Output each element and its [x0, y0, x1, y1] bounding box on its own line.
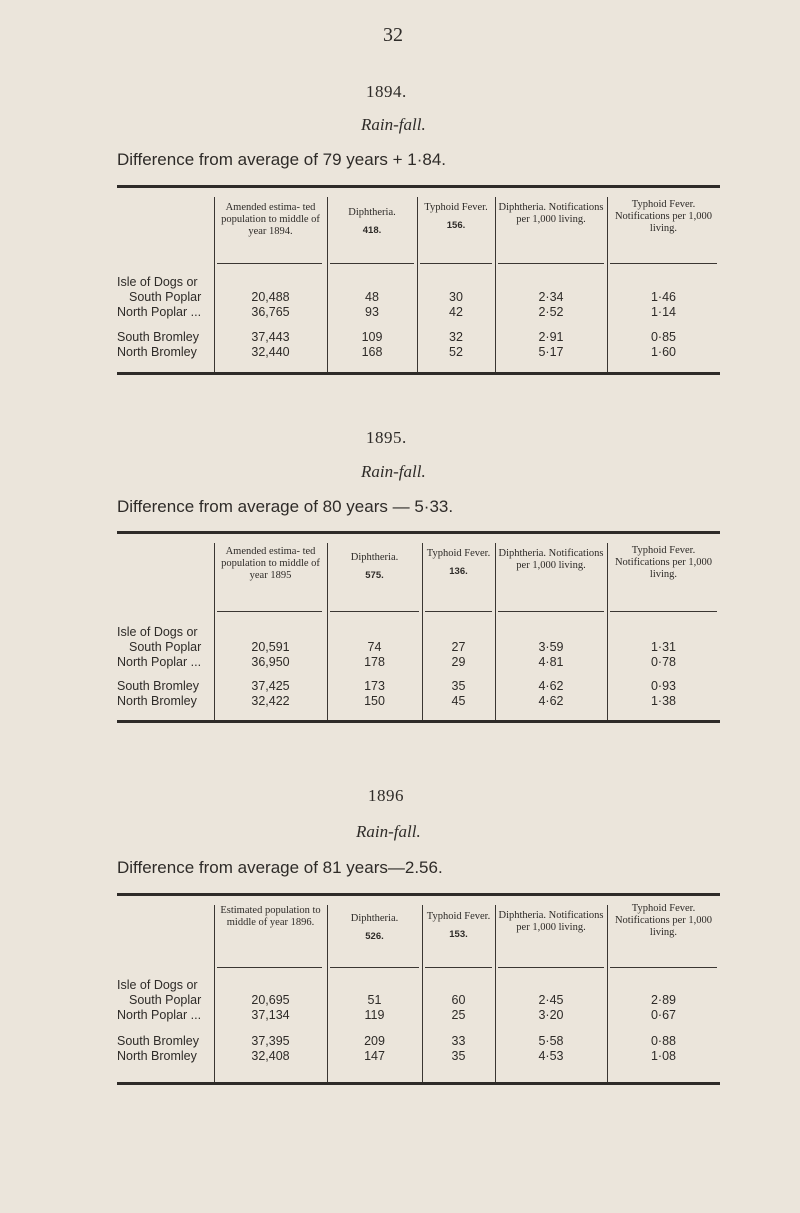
header-underline	[217, 263, 322, 264]
column-header-population: Amended estima- ted population to middle of year 1895	[221, 546, 320, 581]
header-underline	[610, 263, 717, 264]
header-count: 575.	[365, 570, 384, 581]
table-cell: 32,440	[251, 345, 290, 359]
rainfall-difference: Difference from average of 79 years + 1·84.	[117, 150, 447, 169]
column-header-diphtheria-rate: Diphtheria. Notifications per 1,000 living.	[498, 548, 604, 571]
statistics-table	[117, 185, 720, 375]
header-count: 418.	[362, 225, 382, 236]
table-cell: 93	[365, 305, 379, 319]
table-cell: 5·58	[538, 1034, 564, 1048]
table-bottom-rule	[117, 720, 720, 723]
table-cell: 37,443	[251, 330, 290, 344]
rainfall-difference: Difference from average of 80 years — 5·33.	[117, 497, 454, 516]
table-cell: 51	[367, 993, 382, 1007]
table-cell: 29	[451, 655, 466, 669]
table-cell: 2·45	[538, 993, 564, 1007]
section-year: 1896	[368, 786, 404, 805]
table-cell: 42	[449, 305, 463, 319]
header-underline	[420, 263, 492, 264]
table-cell: 60	[451, 993, 466, 1007]
table-cell: 1·60	[650, 345, 677, 359]
table-cell: 5·17	[538, 345, 564, 359]
header-underline	[498, 611, 604, 612]
table-cell: 209	[364, 1034, 385, 1048]
row-label: South Poplar	[129, 640, 202, 654]
table-cell: 0·78	[650, 655, 677, 669]
table-cell: 1·14	[650, 305, 677, 319]
rainfall-title: Rain-fall.	[356, 822, 421, 841]
table-cell: 4·62	[538, 694, 564, 708]
table-cell: 33	[451, 1034, 466, 1048]
column-header-diphtheria-rate: Diphtheria. Notifications per 1,000 living.	[498, 202, 604, 225]
header-count: 153.	[449, 929, 468, 940]
page-number: 32	[383, 24, 403, 46]
column-header-population: Estimated population to middle of year 1896.	[220, 905, 321, 928]
header-count: 136.	[449, 566, 468, 577]
row-label: South Bromley	[117, 679, 199, 693]
column-header-population: Amended estima- ted population to middle of year 1894.	[221, 202, 320, 237]
header-underline	[425, 611, 492, 612]
row-label: North Bromley	[117, 345, 197, 359]
table-cell: 2·52	[538, 305, 564, 319]
table-cell: 35	[451, 1049, 466, 1063]
table-bottom-rule	[117, 372, 720, 375]
header-underline	[330, 967, 419, 968]
row-label: North Poplar ...	[117, 1008, 202, 1022]
table-cell: 1·08	[650, 1049, 677, 1063]
row-label: South Poplar	[129, 993, 202, 1007]
table-cell: 36,765	[251, 305, 290, 319]
table-cell: 30	[449, 290, 463, 304]
row-label: North Poplar ...	[117, 655, 202, 669]
row-label: Isle of Dogs or	[117, 275, 198, 289]
table-bottom-rule	[117, 1082, 720, 1085]
header-underline	[498, 967, 604, 968]
table-top-rule	[117, 531, 720, 534]
row-label: South Poplar	[129, 290, 202, 304]
rainfall-title: Rain-fall.	[361, 462, 426, 481]
table-cell: 4·81	[538, 655, 564, 669]
table-cell: 4·62	[538, 679, 564, 693]
header-count: 156.	[446, 220, 466, 231]
header-underline	[610, 611, 717, 612]
row-label: South Bromley	[117, 330, 199, 344]
table-cell: 37,425	[251, 679, 290, 693]
table-cell: 147	[364, 1049, 385, 1063]
table-cell: 20,695	[251, 993, 290, 1007]
column-header-typhoid-rate: Typhoid Fever. Notifications per 1,000 living.	[614, 199, 713, 234]
header-underline	[330, 611, 419, 612]
table-cell: 32,408	[251, 1049, 290, 1063]
table-cell: 173	[364, 679, 385, 693]
table-cell: 1·46	[650, 290, 677, 304]
table-cell: 4·53	[538, 1049, 564, 1063]
header-underline	[330, 263, 414, 264]
header-underline	[425, 967, 492, 968]
column-header-diphtheria: Diphtheria. 526.	[327, 913, 422, 943]
header-underline	[610, 967, 717, 968]
table-top-rule	[117, 185, 720, 188]
table-cell: 2·91	[538, 330, 564, 344]
column-header-diphtheria-rate: Diphtheria. Notifications per 1,000 living.	[498, 910, 604, 933]
table-cell: 178	[364, 655, 385, 669]
table-cell: 0·88	[650, 1034, 677, 1048]
column-header-diphtheria: Diphtheria. 575.	[327, 552, 422, 582]
table-cell: 52	[449, 345, 463, 359]
table-cell: 20,488	[251, 290, 290, 304]
table-cell: 20,591	[251, 640, 290, 654]
table-cell: 0·93	[650, 679, 677, 693]
column-header-typhoid-rate: Typhoid Fever. Notifications per 1,000 living.	[614, 903, 713, 938]
table-cell: 0·67	[650, 1008, 677, 1022]
table-cell: 45	[451, 694, 466, 708]
header-underline	[217, 967, 322, 968]
table-cell: 48	[365, 290, 379, 304]
table-top-rule	[117, 893, 720, 896]
table-cell: 1·31	[650, 640, 677, 654]
header-underline	[498, 263, 604, 264]
row-label: North Bromley	[117, 1049, 197, 1063]
table-cell: 168	[361, 345, 383, 359]
table-cell: 2·34	[538, 290, 564, 304]
column-header-diphtheria: Diphtheria. 418.	[327, 207, 417, 237]
table-cell: 119	[364, 1008, 385, 1022]
table-cell: 74	[367, 640, 382, 654]
rainfall-title: Rain-fall.	[361, 115, 426, 134]
rainfall-difference: Difference from average of 81 years—2.56.	[117, 858, 443, 877]
row-label: South Bromley	[117, 1034, 199, 1048]
row-label: North Bromley	[117, 694, 197, 708]
table-cell: 32,422	[251, 694, 290, 708]
table-cell: 3·59	[538, 640, 564, 654]
table-cell: 150	[364, 694, 385, 708]
table-cell: 35	[451, 679, 466, 693]
statistics-table	[117, 531, 720, 723]
table-cell: 36,950	[251, 655, 290, 669]
header-underline	[217, 611, 322, 612]
table-cell: 27	[451, 640, 466, 654]
table-cell: 3·20	[538, 1008, 564, 1022]
row-label: Isle of Dogs or	[117, 978, 198, 992]
row-label: Isle of Dogs or	[117, 625, 198, 639]
row-label: North Poplar ...	[117, 305, 202, 319]
table-cell: 37,134	[251, 1008, 290, 1022]
table-cell: 2·89	[650, 993, 677, 1007]
section-year: 1895.	[366, 428, 407, 447]
table-cell: 32	[449, 330, 463, 344]
header-count: 526.	[365, 931, 384, 942]
column-header-typhoid: Typhoid Fever. 156.	[417, 202, 495, 232]
statistics-table	[117, 893, 720, 1085]
section-year: 1894.	[366, 82, 407, 101]
table-cell: 25	[451, 1008, 466, 1022]
column-header-typhoid: Typhoid Fever. 136.	[422, 548, 495, 578]
table-cell: 37,395	[251, 1034, 290, 1048]
column-header-typhoid-rate: Typhoid Fever. Notifications per 1,000 living.	[614, 545, 713, 580]
column-header-typhoid: Typhoid Fever. 153.	[422, 911, 495, 941]
table-cell: 0·85	[650, 330, 677, 344]
table-cell: 1·38	[650, 694, 677, 708]
table-cell: 109	[361, 330, 383, 344]
